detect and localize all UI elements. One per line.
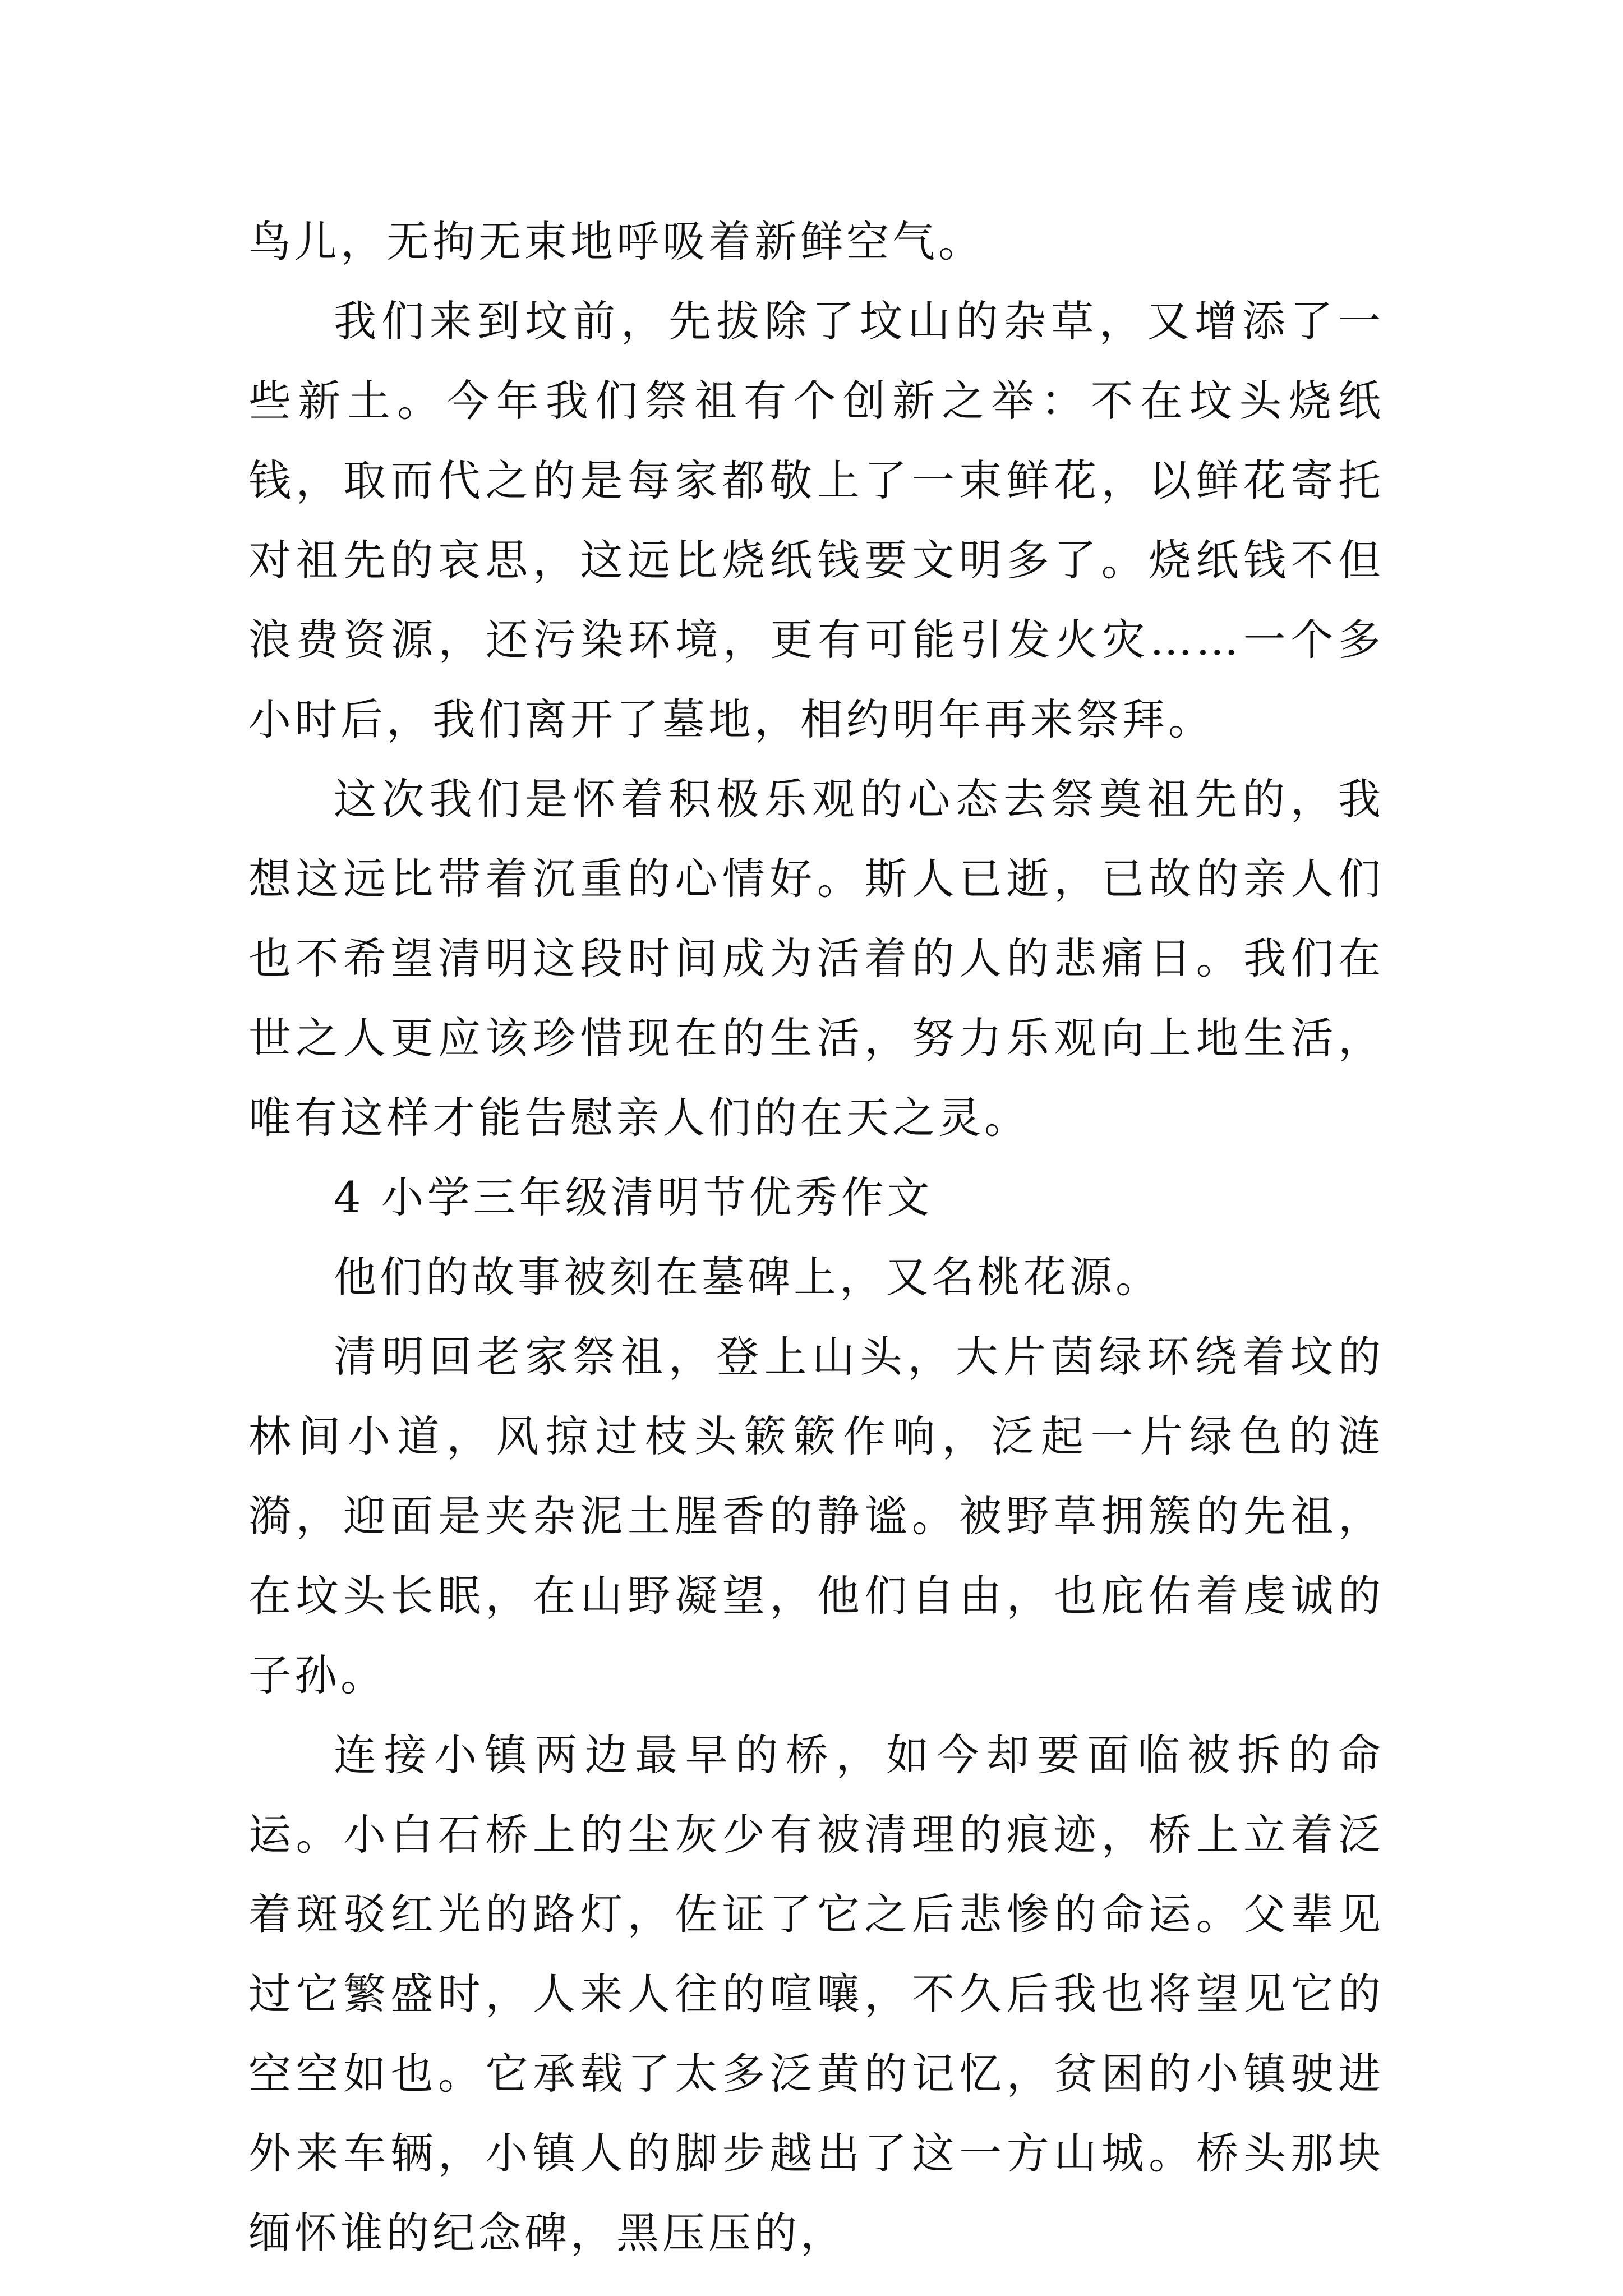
document-body <box>248 202 1384 2273</box>
paragraph-tombstone-story: 他们的故事被刻在墓碑上，又名桃花源。 <box>334 1252 1161 1302</box>
paragraph-optimistic-attitude: 这次我们是怀着积极乐观的心态去祭奠祖先的，我想这远比带着沉重的心情好。斯人已逝，已故的亲人们也不希望清明这段时间成为活着的人的悲痛日。我们在世之人更应该珍惜现在的生活，努力乐观向上地生活，唯有这样才能告慰亲人们的在天之灵。 <box>248 774 1384 1143</box>
essay-heading: 4 小学三年级清明节优秀作文 <box>334 1172 933 1222</box>
paragraph-continuation: 鸟儿，无拘无束地呼吸着新鲜空气。 <box>248 217 984 266</box>
paragraph-mountain-visit: 清明回老家祭祖，登上山头，大片茵绿环绕着坟的林间小道，风掠过枝头簌簌作响，泛起一片绿色的涟漪，迎面是夹杂泥土腥香的静谧。被野草拥簇的先祖，在坟头长眠，在山野凝望，他们自由，也庇佑着虔诚的子孙。 <box>248 1332 1384 1700</box>
paragraph-old-bridge: 连接小镇两边最早的桥，如今却要面临被拆的命运。小白石桥上的尘灰少有被清理的痕迹，桥上立着泛着斑驳红光的路灯，佐证了它之后悲惨的命运。父辈见过它繁盛时，人来人往的喧嚷，不久后我也将望见它的空空如也。它承载了太多泛黄的记忆，贫困的小镇驶进外来车辆，小镇人的脚步越出了这一方山城。桥头那块缅怀谁的纪念碑，黑压压的， <box>248 1730 1384 2258</box>
paragraph-flowers-offering: 我们来到坟前，先拔除了坟山的杂草，又增添了一些新土。今年我们祭祖有个创新之举：不在坟头烧纸钱，取而代之的是每家都敬上了一束鲜花，以鲜花寄托对祖先的哀思，这远比烧纸钱要文明多了。烧纸钱不但浪费资源，还污染环境，更有可能引发火灾……一个多小时后，我们离开了墓地，相约明年再来祭拜。 <box>248 296 1384 744</box>
